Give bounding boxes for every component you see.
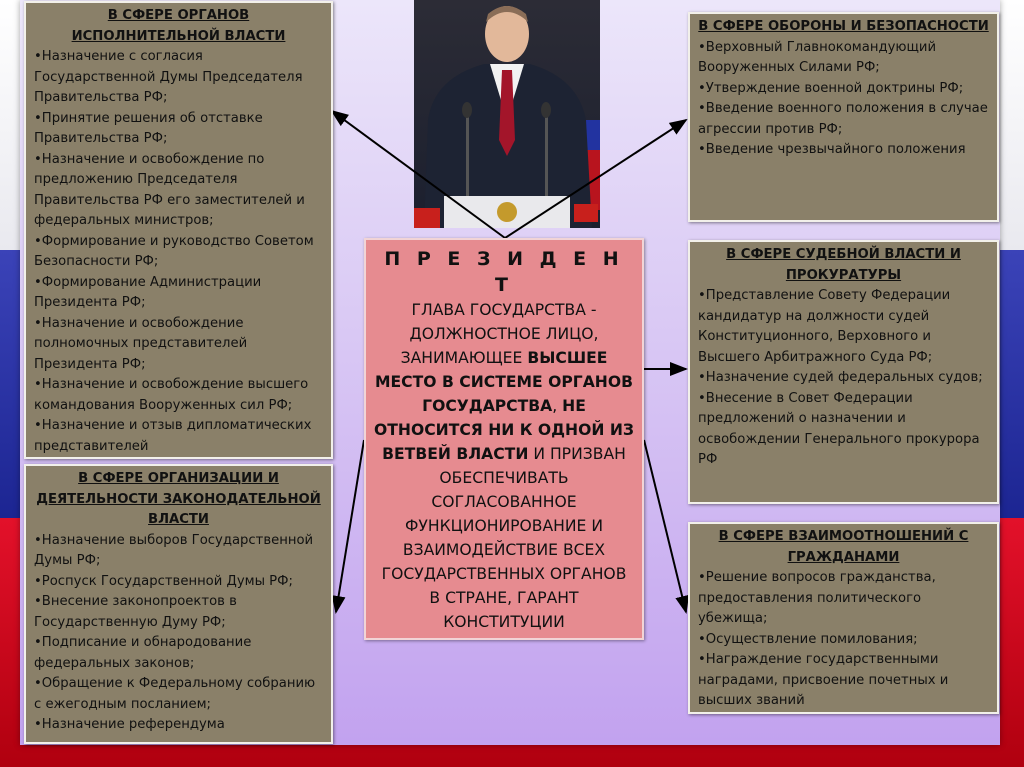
citizens-list xyxy=(698,568,989,712)
list-item: • Награждение государственными наградами, присвоение почетных и высших званий xyxy=(698,650,989,712)
executive-title: В СФЕРЕ ОРГАНОВ ИСПОЛНИТЕЛЬНОЙ ВЛАСТИ xyxy=(71,8,286,44)
defense-powers-box xyxy=(688,12,999,222)
list-item: • Внесение законопроектов в Государственную Думу РФ; xyxy=(34,592,323,633)
list-item: • Назначение и освобождение по предложению Председателя Правительства РФ его заместителей и федеральных министров; xyxy=(34,150,323,232)
president-text-bold-2: НЕ ОТНОСИТСЯ НИ К ОДНОЙ ИЗ ВЕТВЕЙ ВЛАСТИ xyxy=(374,397,634,463)
list-item: • Назначение референдума xyxy=(34,715,323,736)
president-text-1: ГЛАВА ГОСУДАРСТВА - ДОЛЖНОСТНОЕ ЛИЦО, ЗАНИМАЮЩЕЕ xyxy=(400,301,599,367)
arrow-to-citizens xyxy=(644,440,686,612)
list-item: • Осуществление помилования; xyxy=(698,630,989,651)
list-item: • Утверждение военной доктрины РФ; xyxy=(698,79,989,100)
legislative-title: В СФЕРЕ ОРГАНИЗАЦИИ И ДЕЯТЕЛЬНОСТИ ЗАКОНОДАТЕЛЬНОЙ ВЛАСТИ xyxy=(36,471,321,527)
judicial-powers-box xyxy=(688,240,999,504)
list-item: • Формирование Администрации Президента РФ; xyxy=(34,273,323,314)
judicial-list xyxy=(698,286,989,471)
executive-powers-box xyxy=(24,1,333,459)
citizens-powers-box xyxy=(688,522,999,714)
list-item: • Подписание и обнародование федеральных законов; xyxy=(34,633,323,674)
president-description xyxy=(374,298,634,634)
list-item: • Назначение с согласия Государственной Думы Председателя Правительства РФ; xyxy=(34,47,323,109)
president-box xyxy=(364,238,644,640)
list-item: • Представление Совету Федерации кандидатур на должности судей Конституционного, Верховного и Высшего Арбитражного Суда РФ; xyxy=(698,286,989,368)
arrow-to-defense xyxy=(505,120,686,238)
list-item: • Решение вопросов гражданства, предоставления политического убежища; xyxy=(698,568,989,630)
list-item: • Обращение к Федеральному собранию с ежегодным посланием; xyxy=(34,674,323,715)
president-title: П Р Е З И Д Е Н Т xyxy=(384,248,624,296)
list-item: • Формирование и руководство Советом Безопасности РФ; xyxy=(34,232,323,273)
list-item: • Роспуск Государственной Думы РФ; xyxy=(34,572,323,593)
arrow-to-legislative xyxy=(336,440,364,612)
list-item: • Введение чрезвычайного положения xyxy=(698,140,989,161)
president-text-bold-1: ВЫСШЕЕ МЕСТО В СИСТЕМЕ ОРГАНОВ ГОСУДАРСТВА xyxy=(375,349,633,415)
executive-list xyxy=(34,47,323,457)
list-item: • Назначение выборов Государственной Думы РФ; xyxy=(34,531,323,572)
list-item: • Назначение и отзыв дипломатических представителей xyxy=(34,416,323,457)
list-item: • Назначение судей федеральных судов; xyxy=(698,368,989,389)
defense-title: В СФЕРЕ ОБОРОНЫ И БЕЗОПАСНОСТИ xyxy=(698,19,989,34)
list-item: • Принятие решения об отставке Правительства РФ; xyxy=(34,109,323,150)
legislative-powers-box xyxy=(24,464,333,744)
list-item: • Внесение в Совет Федерации предложений о назначении и освобождении Генерального прокурора РФ xyxy=(698,389,989,471)
legislative-list xyxy=(34,531,323,736)
arrow-to-executive xyxy=(332,111,505,238)
list-item: • Назначение и освобождение высшего командования Вооруженных сил РФ; xyxy=(34,375,323,416)
judicial-title: В СФЕРЕ СУДЕБНОЙ ВЛАСТИ И ПРОКУРАТУРЫ xyxy=(726,247,961,283)
president-text-2: , xyxy=(552,397,563,415)
defense-list xyxy=(698,38,989,161)
list-item: • Верховный Главнокомандующий Вооруженных Силами РФ; xyxy=(698,38,989,79)
president-text-3: И ПРИЗВАН ОБЕСПЕЧИВАТЬ СОГЛАСОВАННОЕ ФУНКЦИОНИРОВАНИЕ И ВЗАИМОДЕЙСТВИЕ ВСЕХ ГОСУДАРСТВЕННЫХ ОРГАНОВ В СТРАНЕ, ГАРАНТ КОНСТИТУЦИИ xyxy=(381,445,627,631)
list-item: • Введение военного положения в случае агрессии против РФ; xyxy=(698,99,989,140)
citizens-title: В СФЕРЕ ВЗАИМООТНОШЕНИЙ С ГРАЖДАНАМИ xyxy=(718,529,969,565)
list-item: • Назначение и освобождение полномочных представителей Президента РФ; xyxy=(34,314,323,376)
